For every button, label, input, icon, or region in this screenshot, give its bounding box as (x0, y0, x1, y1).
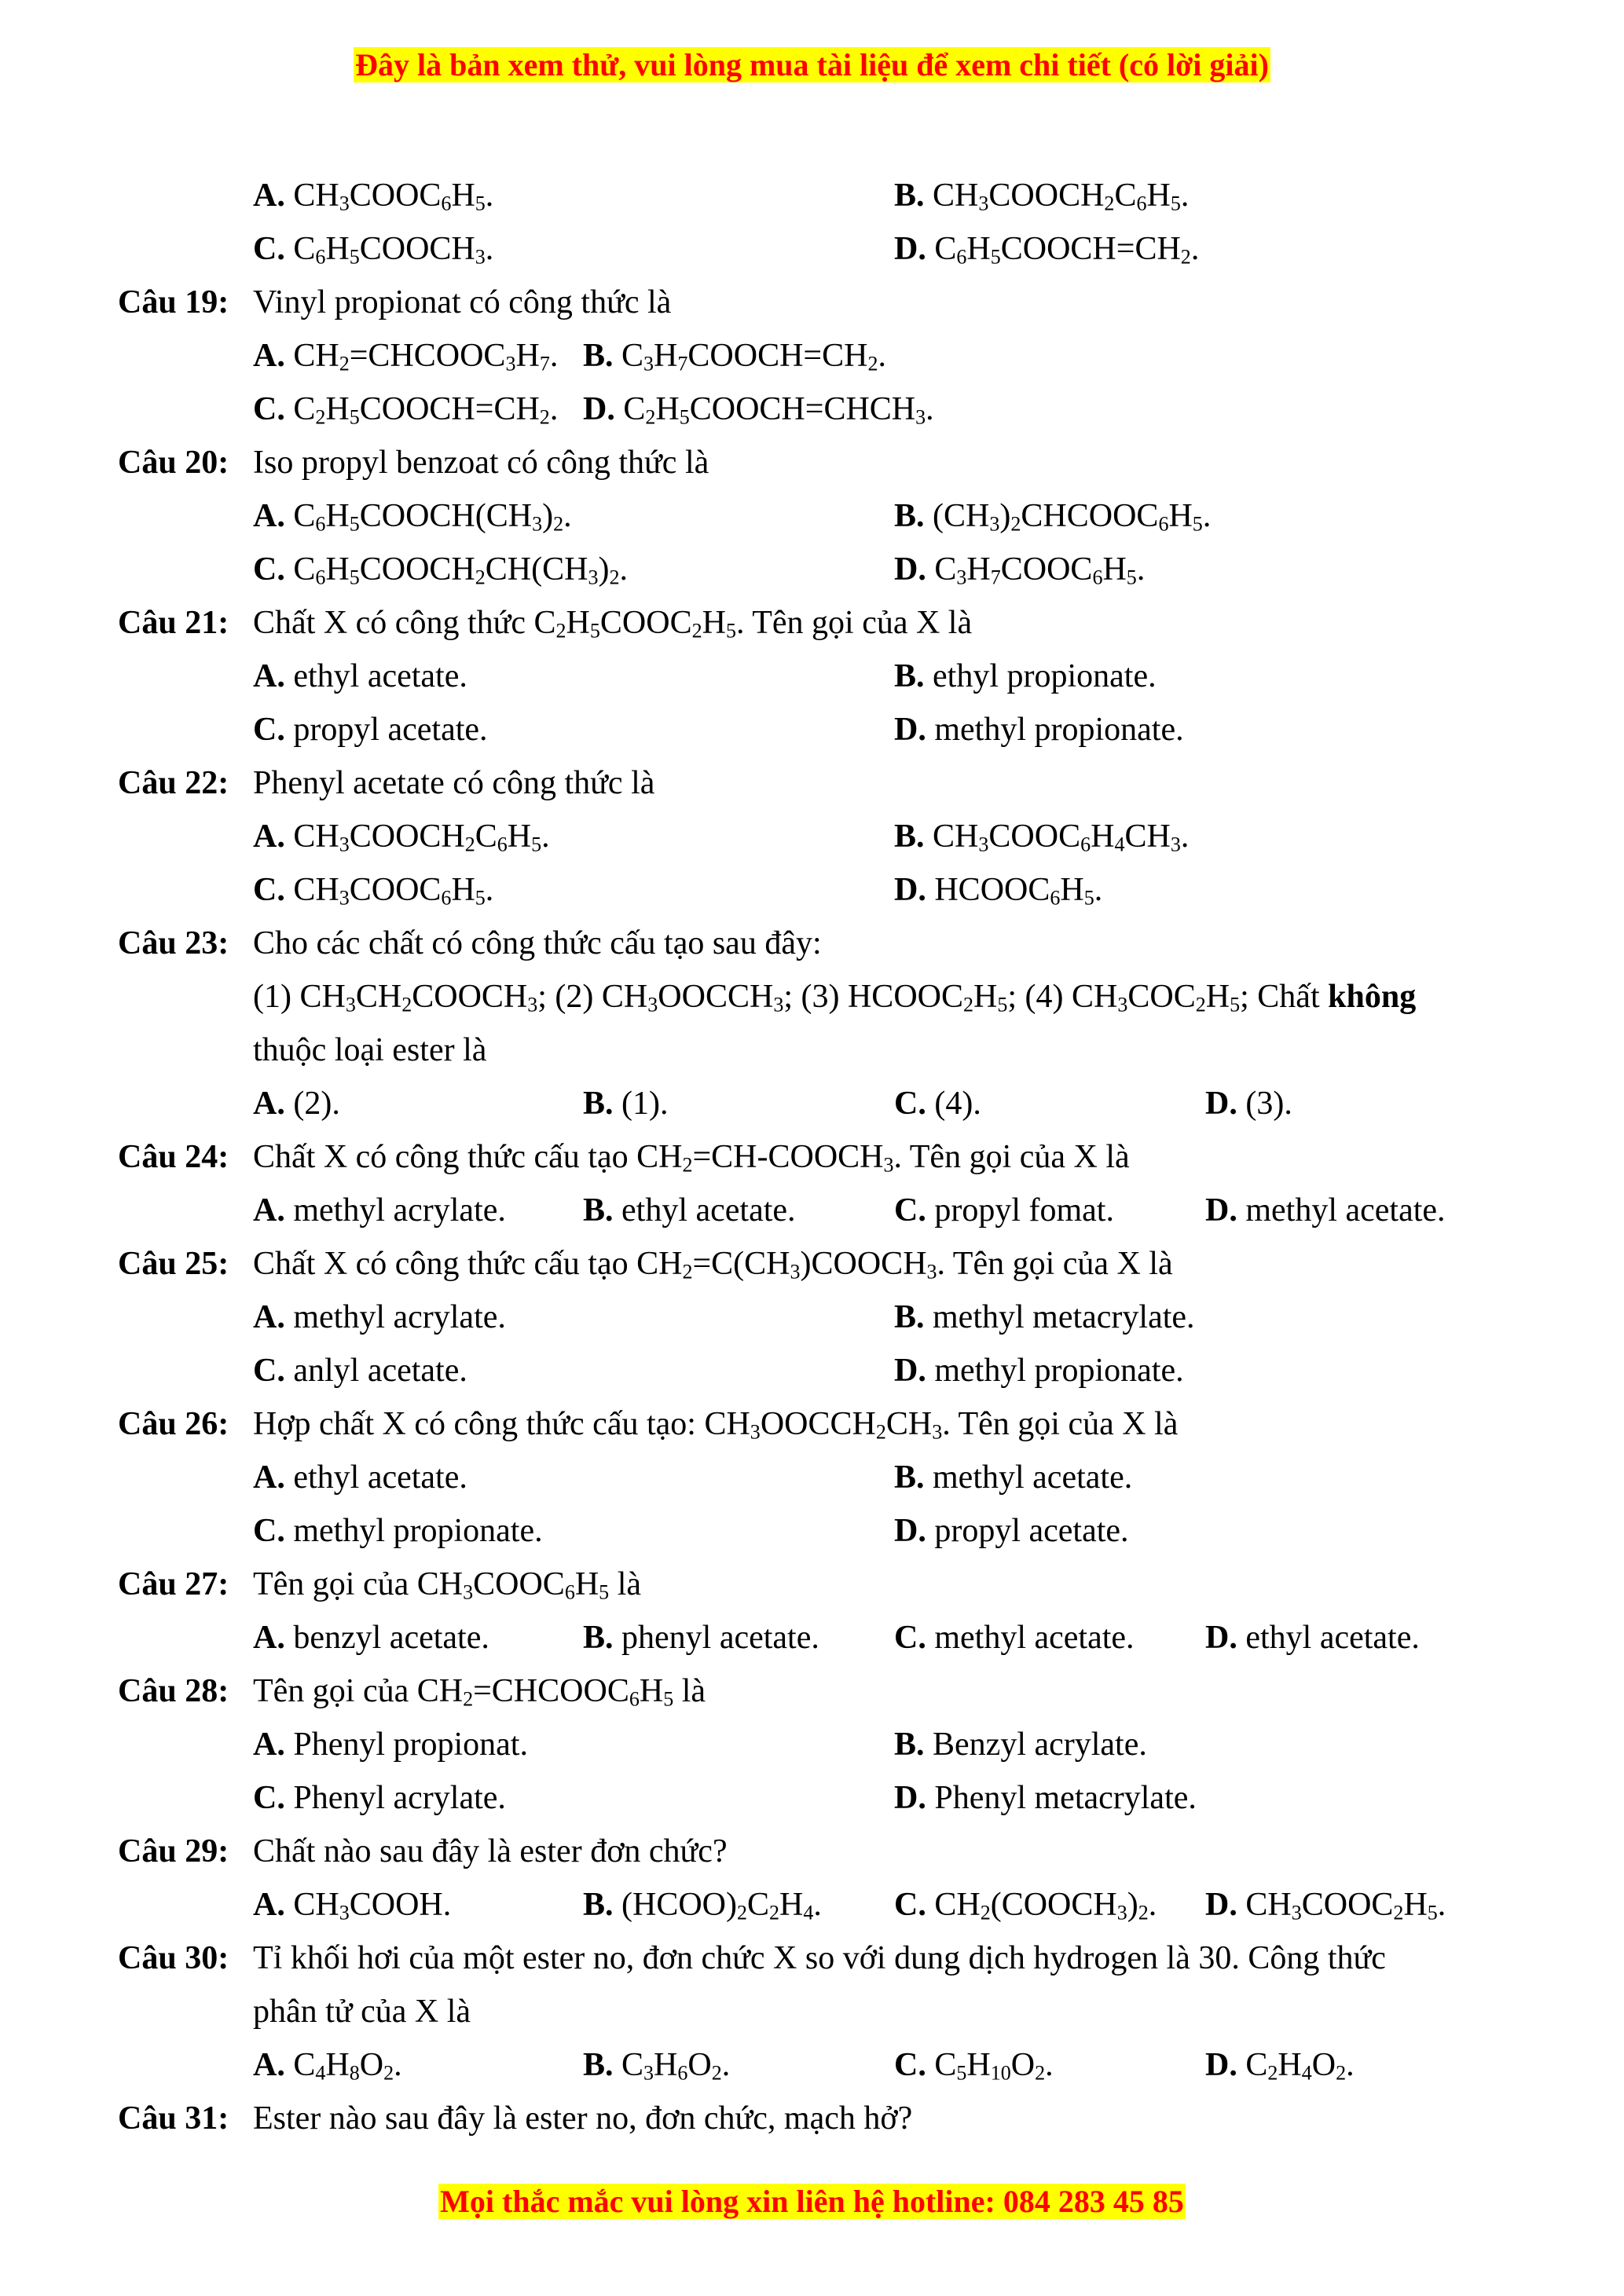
q25-option-d[interactable]: D. methyl propionate. (894, 1353, 1184, 1389)
q23-text-line-2 (0, 970, 1624, 1023)
emphasis-text: không (1328, 979, 1417, 1015)
question-text: Tỉ khối hơi của một ester no, đơn chức X so với dung dịch hydrogen là 30. Công thức (253, 1940, 1386, 1976)
q30-options (0, 2038, 1624, 2092)
q24-options (0, 1184, 1624, 1237)
question-text: Vinyl propionat có công thức là (253, 284, 672, 320)
q25-option-c[interactable]: C. anlyl acetate. (253, 1353, 467, 1389)
q28-row-cd (0, 1771, 1624, 1825)
question-26 (0, 1397, 1624, 1451)
q20-option-d[interactable]: D. $C_3H_7COOC_6H_5$. (894, 551, 1146, 589)
question-28 (0, 1664, 1624, 1718)
q18-option-b[interactable]: B. $CH_3COOCH_2C_6H_5$. (894, 178, 1190, 215)
q30-text-line-2 (0, 1985, 1624, 2038)
q26-option-d[interactable]: D. propyl acetate. (894, 1513, 1129, 1549)
question-label: Câu 26: (118, 1406, 229, 1442)
q19-option-b[interactable]: B. $C_3H_7COOCH=CH_2$. (583, 338, 886, 375)
question-text: Chất X có công thức $C_2H_5COOC_2H_5$. Tên gọi của X là (253, 605, 973, 643)
q22-option-b[interactable]: B. $CH_3COOC_6H_4CH_3$. (894, 818, 1190, 856)
question-25 (0, 1237, 1624, 1291)
q23-option-d[interactable]: D. (3). (1205, 1086, 1292, 1122)
q28-option-b[interactable]: B. Benzyl acrylate. (894, 1727, 1147, 1763)
q22-option-a[interactable]: A. $CH_3COOCH_2C_6H_5$. (253, 818, 550, 856)
q29-option-d[interactable]: D. $CH_3COOC_2H_5$. (1205, 1887, 1446, 1924)
q22-row-cd (0, 863, 1624, 917)
q26-row-ab (0, 1451, 1624, 1504)
q30-option-c[interactable]: C. $C_5H_{10}O_2$. (894, 2047, 1054, 2085)
question-text: Chất X có công thức cấu tạo $CH_2=CH-COOCH_3$. Tên gọi của X là (253, 1139, 1130, 1177)
q20-option-b[interactable]: B. $(CH_3)_2CHCOOC_6H_5$. (894, 498, 1212, 536)
q29-option-a[interactable]: A. $CH_3COOH$. (253, 1887, 452, 1924)
q18-option-c[interactable]: C. $C_6H_5COOCH_3$. (253, 231, 494, 269)
q23-option-a[interactable]: A. (2). (253, 1086, 340, 1122)
question-label: Câu 22: (118, 765, 229, 801)
q21-option-a[interactable]: A. ethyl acetate. (253, 658, 467, 694)
q18-row-ab (0, 169, 1624, 222)
q26-option-a[interactable]: A. ethyl acetate. (253, 1459, 467, 1496)
q24-option-b[interactable]: B. ethyl acetate. (583, 1192, 796, 1229)
q18-row-cd (0, 222, 1624, 276)
q18-option-d[interactable]: D. $C_6H_5COOCH=CH_2$. (894, 231, 1200, 269)
question-text: phân tử của X là (253, 1994, 471, 2030)
q27-option-a[interactable]: A. benzyl acetate. (253, 1620, 489, 1656)
question-text: Tên gọi của $CH_2=CHCOOC_6H_5$ là (253, 1673, 706, 1711)
q23-option-c[interactable]: C. (4). (894, 1086, 981, 1122)
q30-option-b[interactable]: B. $C_3H_6O_2$. (583, 2047, 731, 2085)
q28-option-a[interactable]: A. Phenyl propionat. (253, 1727, 528, 1763)
q19-option-d[interactable]: D. $C_2H_5COOCH=CHCH_3$. (583, 391, 934, 429)
q22-option-d[interactable]: D. $HCOOC_6H_5$. (894, 872, 1103, 910)
q23-text-line-3 (0, 1023, 1624, 1077)
question-text: Hợp chất X có công thức cấu tạo: $CH_3OOCCH_2CH_3$. Tên gọi của X là (253, 1406, 1179, 1444)
question-text: Tên gọi của $CH_3COOC_6H_5$ là (253, 1566, 641, 1604)
question-label: Câu 29: (118, 1833, 229, 1869)
q21-option-c[interactable]: C. propyl acetate. (253, 712, 488, 748)
q21-row-ab (0, 650, 1624, 703)
q24-option-c[interactable]: C. propyl fomat. (894, 1192, 1114, 1229)
question-30 (0, 1932, 1624, 1985)
q30-option-d[interactable]: D. $C_2H_4O_2$. (1205, 2047, 1355, 2085)
question-label: Câu 27: (118, 1566, 229, 1602)
question-21 (0, 596, 1624, 650)
q24-option-d[interactable]: D. methyl acetate. (1205, 1192, 1446, 1229)
question-label: Câu 24: (118, 1139, 229, 1175)
q25-row-cd (0, 1344, 1624, 1397)
q26-option-b[interactable]: B. methyl acetate. (894, 1459, 1133, 1496)
q19-row-ab (0, 329, 1624, 383)
q18-option-a[interactable]: A. $CH_3COOC_6H_5$. (253, 178, 494, 215)
q28-option-c[interactable]: C. Phenyl acrylate. (253, 1780, 506, 1816)
q20-option-c[interactable]: C. $C_6H_5COOCH_2CH(CH_3)_2$. (253, 551, 628, 589)
question-label: Câu 31: (118, 2100, 229, 2137)
q20-row-cd (0, 543, 1624, 596)
q21-option-b[interactable]: B. ethyl propionate. (894, 658, 1157, 694)
question-27 (0, 1558, 1624, 1611)
question-label: Câu 21: (118, 605, 229, 641)
question-24 (0, 1130, 1624, 1184)
q20-option-a[interactable]: A. $C_6H_5COOCH(CH_3)_2$. (253, 498, 572, 536)
q28-option-d[interactable]: D. Phenyl metacrylate. (894, 1780, 1197, 1816)
q29-option-b[interactable]: B. $(HCOO)_2C_2H_4$. (583, 1887, 822, 1924)
q27-option-d[interactable]: D. ethyl acetate. (1205, 1620, 1420, 1656)
q24-option-a[interactable]: A. methyl acrylate. (253, 1192, 506, 1229)
q19-option-a[interactable]: A. $CH_2=CHCOOC_3H_7$. (253, 338, 559, 375)
question-text: Phenyl acetate có công thức là (253, 765, 655, 801)
question-text: Iso propyl benzoat có công thức là (253, 445, 709, 481)
question-text: Ester nào sau đây là ester no, đơn chức, mạch hở? (253, 2100, 913, 2137)
question-text: thuộc loại ester là (253, 1032, 487, 1068)
question-label: Câu 28: (118, 1673, 229, 1709)
question-23 (0, 917, 1624, 970)
q25-row-ab (0, 1291, 1624, 1344)
question-label: Câu 30: (118, 1940, 229, 1976)
q19-option-c[interactable]: C. $C_2H_5COOCH=CH_2$. (253, 391, 559, 429)
question-label: Câu 20: (118, 445, 229, 481)
question-22 (0, 756, 1624, 810)
question-text: Chất X có công thức cấu tạo $CH_2=C(CH_3)COOCH_3$. Tên gọi của X là (253, 1246, 1173, 1283)
question-19 (0, 276, 1624, 329)
q25-option-b[interactable]: B. methyl metacrylate. (894, 1299, 1195, 1335)
q21-option-d[interactable]: D. methyl propionate. (894, 712, 1184, 748)
question-text: (1) $CH_3CH_2COOCH_3$; (2) $CH_3OOCCH_3$; (3) $HCOOC_2H_5$; (4) $CH_3COC_2H_5$; Chất (253, 979, 1320, 1016)
question-31 (0, 2092, 1624, 2145)
q19-row-cd (0, 383, 1624, 436)
q29-option-c[interactable]: C. $CH_2(COOCH_3)_2$. (894, 1887, 1157, 1924)
question-label: Câu 19: (118, 284, 229, 320)
q27-option-b[interactable]: B. phenyl acetate. (583, 1620, 819, 1656)
q23-option-b[interactable]: B. (1). (583, 1086, 669, 1122)
question-label: Câu 23: (118, 925, 229, 961)
q22-row-ab (0, 810, 1624, 863)
question-29 (0, 1825, 1624, 1878)
q29-options (0, 1878, 1624, 1932)
q27-options (0, 1611, 1624, 1664)
q21-row-cd (0, 703, 1624, 756)
q25-option-a[interactable]: A. methyl acrylate. (253, 1299, 506, 1335)
question-text: Cho các chất có công thức cấu tạo sau đây: (253, 925, 822, 961)
q28-row-ab (0, 1718, 1624, 1771)
q26-option-c[interactable]: C. methyl propionate. (253, 1513, 543, 1549)
q26-row-cd (0, 1504, 1624, 1558)
q27-option-c[interactable]: C. methyl acetate. (894, 1620, 1135, 1656)
header-banner: Đây là bản xem thử, vui lòng mua tài liệu để xem chi tiết (có lời giải) (355, 47, 1269, 82)
question-label: Câu 25: (118, 1246, 229, 1282)
footer-banner: Mọi thắc mắc vui lòng xin liên hệ hotline: 084 283 45 85 (440, 2184, 1184, 2219)
question-20 (0, 436, 1624, 489)
question-text: Chất nào sau đây là ester đơn chức? (253, 1833, 728, 1869)
q20-row-ab (0, 489, 1624, 543)
q23-options (0, 1077, 1624, 1130)
q22-option-c[interactable]: C. $CH_3COOC_6H_5$. (253, 872, 494, 910)
q30-option-a[interactable]: A. $C_4H_8O_2$. (253, 2047, 402, 2085)
